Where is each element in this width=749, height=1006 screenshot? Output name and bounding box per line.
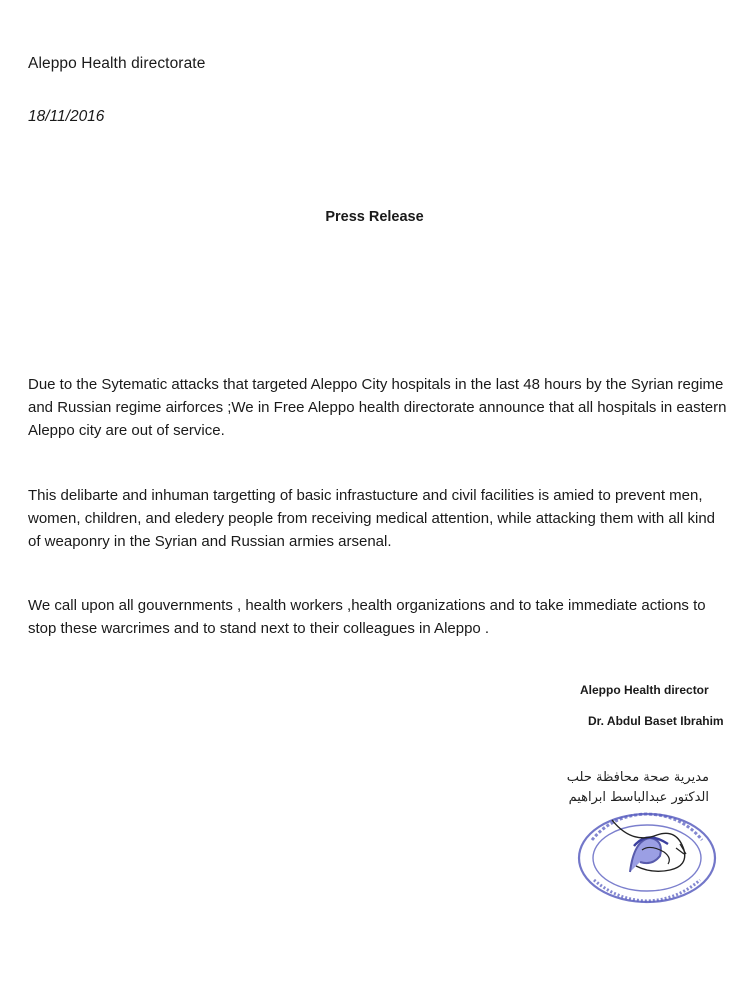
arabic-name-line: الدكتور عبدالباسط ابراهيم — [568, 790, 709, 805]
signatory-title: Aleppo Health director — [580, 683, 709, 697]
document-date: 18/11/2016 — [28, 108, 105, 125]
paragraph-1: Due to the Sytematic attacks that targeted Aleppo City hospitals in the last 48 hours by the Syrian regime and Russian regime airforces ;We in Free Aleppo health directorate announce that all hospitals in eastern Aleppo city are out of service. — [28, 376, 727, 439]
arabic-directorate-line: مديرية صحة محافظة حلب — [566, 770, 709, 785]
paragraph-2: This delibarte and inhuman targetting of basic infrastucture and civil facilities is amied to prevent men, women, children, and eledery people from receiving medical attention, while attacking them with all kind of weaponry in the Syrian and Russian armies arsenal. — [28, 487, 716, 550]
document-title: Press Release — [325, 209, 424, 225]
paragraph-3: We call upon all gouvernments , health workers ,health organizations and to take immediate actions to stop these warcrimes and to stand next to their colleagues in Aleppo . — [28, 597, 706, 637]
organization-header: Aleppo Health directorate — [28, 55, 206, 72]
official-stamp-icon — [572, 800, 722, 910]
signatory-name: Dr. Abdul Baset Ibrahim — [588, 714, 724, 728]
